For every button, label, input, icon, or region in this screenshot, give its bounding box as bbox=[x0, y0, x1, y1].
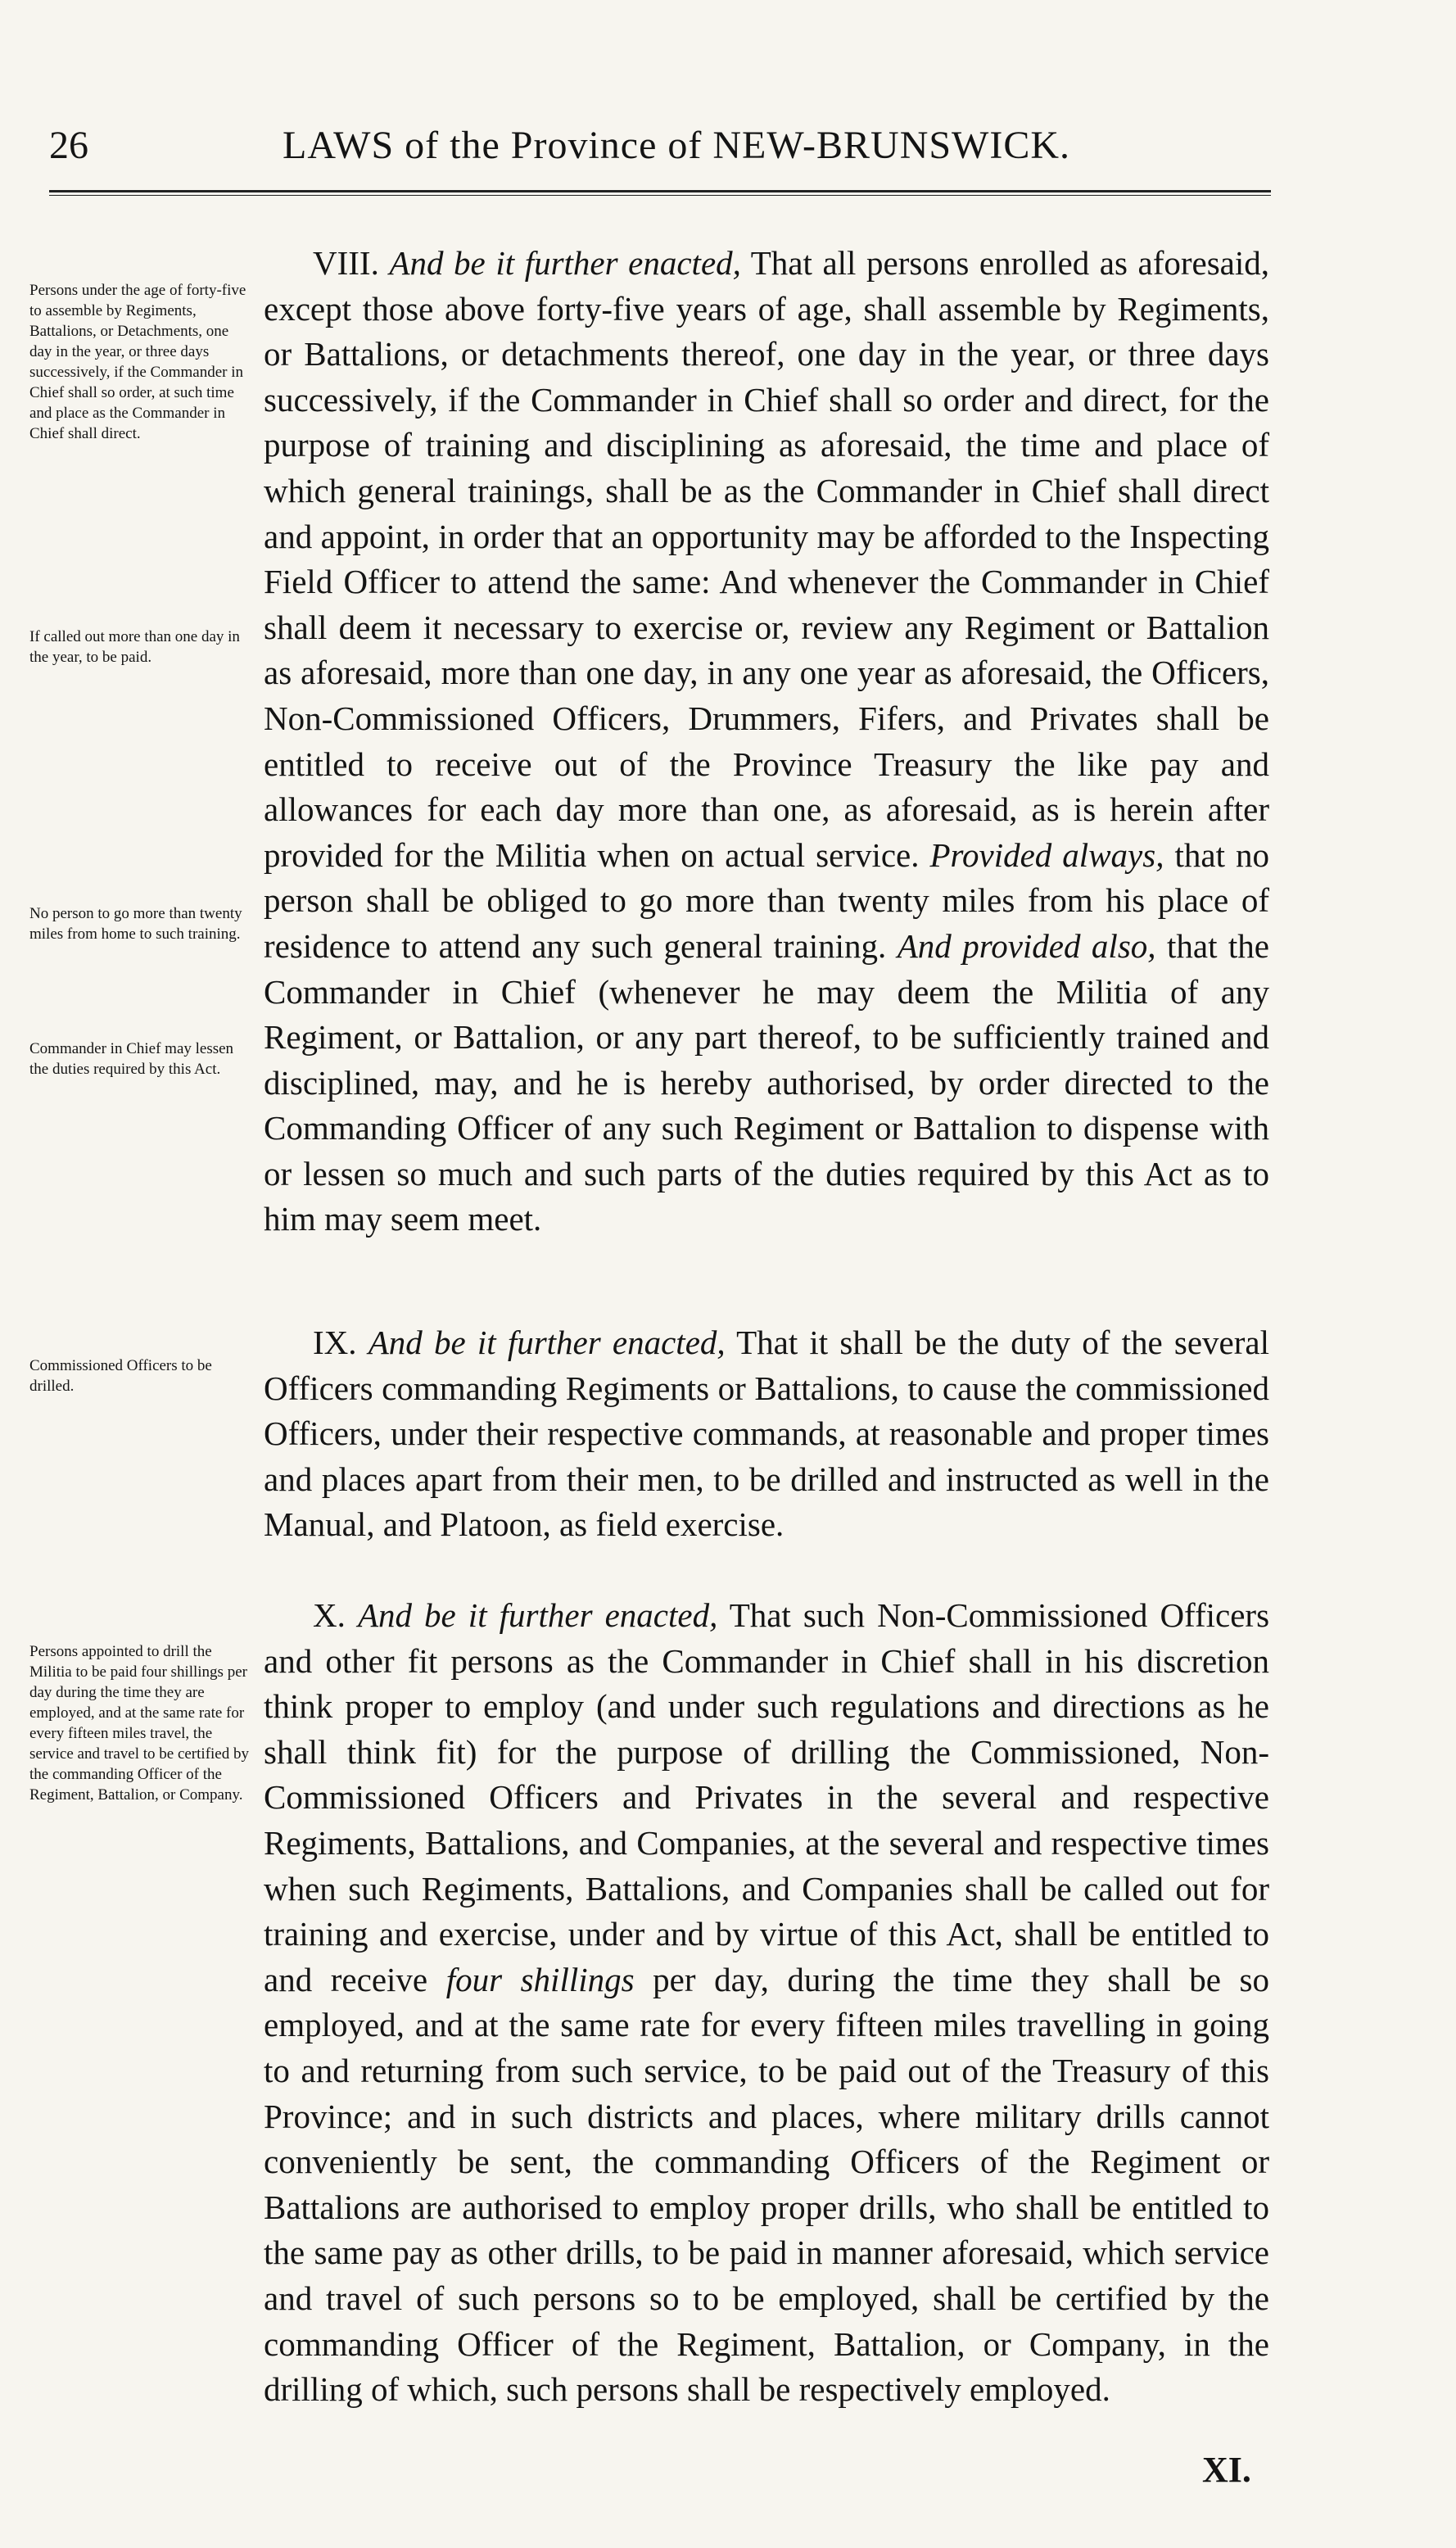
proviso: And provided also, bbox=[897, 926, 1156, 965]
section-body bbox=[264, 1320, 1269, 1548]
section-number: X. bbox=[313, 1596, 346, 1634]
running-head bbox=[49, 123, 1294, 180]
section-text: That all persons enrolled as aforesaid, except those above forty-five years of age, shall assemble by Regiments, or Battalions, or detachments thereof, one day in the year, or three days successively, if the Commander in Chief shall so order and direct, for the purpose of training and disciplining as aforesaid, the time and place of which general trainings, shall be as the Commander in Chief shall direct and appoint, in order that an opportunity may be afforded to the Inspecting Field Officer to attend the same: And whenever the Commander in Chief shall deem it necessary to exercise or, review any Regiment or Battalion as aforesaid, more than one day, in any one year as aforesaid, the Officers, Non-Commissioned Officers, Drummers, Fifers, and Privates shall be entitled to receive out of the Province Treasury the like pay and allowances for each day more than one, as aforesaid, as is herein after provided for the Militia when on actual service. bbox=[264, 244, 1270, 874]
section-text: That it shall be the duty of the several Officers commanding Regiments or Battalions, to cause the commissioned Officers, under their respective commands, at reasonable and proper times and places apart from their men, to be drilled and instructed as well in the Manual, and Platoon, as field exercise. bbox=[264, 1324, 1269, 1544]
section-number: VIII. bbox=[313, 244, 379, 282]
catchword: XI. bbox=[1202, 2450, 1251, 2490]
enacting-clause: And be it further enacted, bbox=[389, 244, 741, 282]
section-body bbox=[264, 1593, 1269, 2413]
margin-note: Persons appointed to drill the Militia to be paid four shillings per day during the time they are employed, and at the same rate for every fifteen miles travel, the service and travel to be certified by the commanding Officer of the Regiment, Battalion, or Company. bbox=[29, 1643, 249, 1804]
emphasis: four shillings bbox=[445, 1960, 635, 1998]
section-body bbox=[264, 241, 1269, 1242]
margin-note: If called out more than one day in the year, to be paid. bbox=[29, 628, 240, 666]
section-text: that no person shall be obliged to go more than twenty miles from his place of residence to attend any such general training. bbox=[264, 835, 1269, 965]
margin-note: No person to go more than twenty miles from home to such training. bbox=[29, 905, 242, 943]
section-text: That such Non-Commissioned Officers and other fit persons as the Commander in Chief shall in his discretion think proper to employ (and under such regulations and directions as he shall think fit) for the purpose of drilling the Commissioned, Non-Commissioned Officers and Privates in the several and respective Regiments, Battalions, and Companies, at the several and respective times when such Regiments, Battalions, and Companies shall be called out for training and exercise, under and by virtue of this Act, shall be entitled to and receive bbox=[264, 1596, 1270, 1998]
header-rule bbox=[49, 190, 1271, 196]
margin-note: Commissioned Officers to be drilled. bbox=[29, 1357, 212, 1395]
margin-note: Persons under the age of forty-five to assemble by Regiments, Battalions, or Detachments, one day in the year, or three days successively, if the Commander in Chief shall so order, at such time and place as the Commander in Chief shall direct. bbox=[29, 282, 246, 442]
page-number: 26 bbox=[49, 124, 88, 167]
proviso: Provided always, bbox=[929, 835, 1164, 874]
page-title: LAWS of the Province of NEW-BRUNSWICK. bbox=[283, 124, 1071, 167]
enacting-clause: And be it further enacted, bbox=[357, 1596, 718, 1634]
section-text: that the Commander in Chief (whenever he may deem the Militia of any Regiment, or Battalion, or any part thereof, to be sufficiently trained and disciplined, may, and he is hereby authorised, by order directed to the Commanding Officer of any such Regiment or Battalion to dispense with or lessen so much and such parts of the duties required by this Act as to him may seem meet. bbox=[264, 926, 1270, 1238]
margin-note: Commander in Chief may lessen the duties required by this Act. bbox=[29, 1040, 234, 1078]
section-number: IX. bbox=[313, 1324, 357, 1361]
section-text: per day, during the time they shall be so employed, and at the same rate for every fifteen miles travelling in going to and returning from such service, to be paid out of the Treasury of this Province; and in such districts and places, where military drills cannot conveniently be sent, the commanding Officers of the Regiment or Battalions are authorised to employ proper drills, who shall be entitled to the same pay as other drills, to be paid in manner aforesaid, which service and travel of such persons so to be employed, shall be certified by the commanding Officer of the Regiment, Battalion, or Company, in the drilling of which, such persons shall be respectively employed. bbox=[264, 1960, 1270, 2409]
enacting-clause: And be it further enacted, bbox=[368, 1324, 726, 1361]
